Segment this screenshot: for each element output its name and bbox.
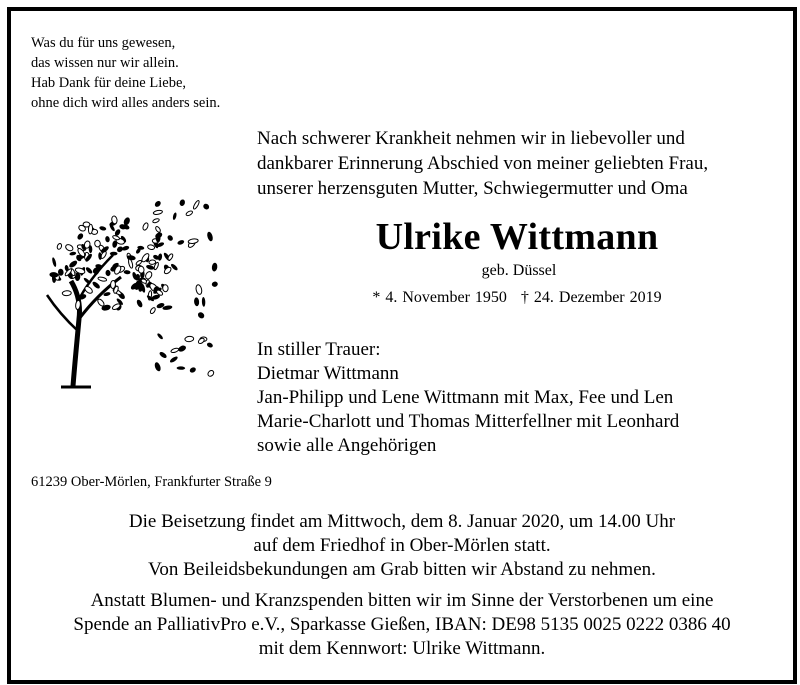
mourner: sowie alle Angehörigen	[257, 435, 437, 456]
obituary-notice	[7, 7, 797, 684]
windblown-tree-icon	[21, 191, 221, 391]
mourner: Jan-Philipp und Lene Wittmann mit Max, Fee und Len	[257, 387, 674, 408]
intro-line: Nach schwerer Krankheit nehmen wir in liebevoller und	[257, 128, 685, 149]
donation-line: Spende an PalliativPro e.V., Sparkasse Gießen, IBAN: DE98 5135 0025 0222 0386 40	[73, 614, 731, 635]
life-dates	[257, 287, 777, 309]
donation-info	[11, 589, 793, 661]
mourners-list	[257, 338, 679, 458]
donation-line: Anstatt Blumen- und Kranzspenden bitten wir im Sinne der Verstorbenen um eine	[90, 590, 714, 611]
death-date: † 24. Dezember 2019	[520, 289, 662, 306]
intro-text	[257, 126, 777, 201]
burial-line: Von Beileidsbekundungen am Grab bitten wir Abstand zu nehmen.	[148, 559, 656, 580]
burial-line: auf dem Friedhof in Ober-Mörlen statt.	[253, 535, 551, 556]
mourners-heading: In stiller Trauer:	[257, 339, 381, 360]
burial-line: Die Beisetzung findet am Mittwoch, dem 8. Januar 2020, um 14.00 Uhr	[128, 511, 676, 532]
poem-line: das wissen nur wir allein.	[31, 55, 179, 71]
mourner: Dietmar Wittmann	[257, 363, 399, 384]
poem	[31, 33, 220, 113]
mourner: Marie-Charlott und Thomas Mitterfellner mit Leonhard	[257, 411, 680, 432]
poem-line: Was du für uns gewesen,	[31, 35, 176, 51]
birth-name: geb. Düssel	[481, 262, 557, 279]
poem-line: ohne dich wird alles anders sein.	[31, 95, 221, 111]
intro-line: unserer herzensguten Mutter, Schwiegermutter und Oma	[257, 178, 688, 199]
burial-info	[11, 510, 793, 582]
donation-line: mit dem Kennwort: Ulrike Wittmann.	[258, 638, 546, 659]
intro-line: dankbarer Erinnerung Abschied von meiner geliebten Frau,	[257, 153, 709, 174]
birth-date: * 4. November 1950	[372, 289, 507, 306]
deceased-name: Ulrike Wittmann	[375, 216, 659, 258]
poem-line: Hab Dank für deine Liebe,	[31, 75, 187, 91]
address: 61239 Ober-Mörlen, Frankfurter Straße 9	[31, 474, 272, 490]
